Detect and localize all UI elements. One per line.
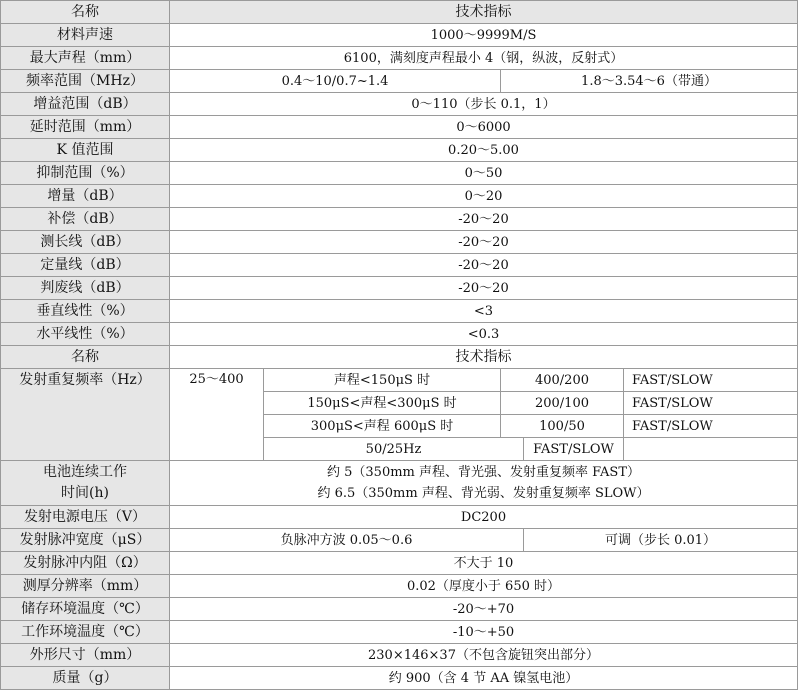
prf-frequency: 50/25Hz — [264, 438, 524, 461]
row-value: 230×146×37（不包含旋钮突出部分） — [170, 644, 798, 667]
row-value: 0.20～5.00 — [170, 139, 798, 162]
header-spec-cell: 技术指标 — [170, 346, 798, 369]
table-row — [1, 24, 798, 47]
table-row — [1, 70, 798, 93]
table-row — [1, 644, 798, 667]
prf-condition: 300μS<声程 600μS 时 — [264, 415, 501, 438]
row-label: 垂直线性（%） — [1, 300, 170, 323]
battery-value — [170, 461, 798, 506]
prf-mode: FAST/SLOW — [624, 392, 798, 415]
table-row — [1, 598, 798, 621]
table-row — [1, 116, 798, 139]
row-value: <0.3 — [170, 323, 798, 346]
prf-value: 400/200 — [501, 369, 624, 392]
row-value-b: 1.8～3.54～6（带通） — [501, 70, 798, 93]
row-label: 水平线性（%） — [1, 323, 170, 346]
row-value: -10～+50 — [170, 621, 798, 644]
table-row — [1, 208, 798, 231]
row-value: 0～6000 — [170, 116, 798, 139]
header-name-cell: 名称 — [1, 1, 170, 24]
table-header-row — [1, 1, 798, 24]
table-row — [1, 93, 798, 116]
row-label: 判废线（dB） — [1, 277, 170, 300]
row-label: 抑制范围（%） — [1, 162, 170, 185]
row-label: 延时范围（mm） — [1, 116, 170, 139]
row-value: 0～110（步长 0.1，1） — [170, 93, 798, 116]
row-value: -20～20 — [170, 254, 798, 277]
table-row — [1, 231, 798, 254]
prf-row — [1, 369, 798, 392]
row-label: 工作环境温度（℃） — [1, 621, 170, 644]
row-label: 质量（g） — [1, 667, 170, 690]
row-value: 0～50 — [170, 162, 798, 185]
row-label: 最大声程（mm） — [1, 47, 170, 70]
prf-mode: FAST/SLOW — [524, 438, 624, 461]
row-label: 测长线（dB） — [1, 231, 170, 254]
table-row — [1, 162, 798, 185]
row-value: 0.02（厚度小于 650 时） — [170, 575, 798, 598]
table-row — [1, 185, 798, 208]
table-row — [1, 552, 798, 575]
row-value: <3 — [170, 300, 798, 323]
table-row — [1, 254, 798, 277]
row-value-b: 可调（步长 0.01） — [524, 529, 798, 552]
row-label: 储存环境温度（℃） — [1, 598, 170, 621]
battery-value-line-2: 约 6.5（350mm 声程、背光弱、发射重复频率 SLOW） — [317, 486, 650, 501]
table-row — [1, 667, 798, 690]
battery-label-line-1: 电池连续工作 — [43, 464, 127, 480]
row-label: 定量线（dB） — [1, 254, 170, 277]
row-label: 发射脉冲内阻（Ω） — [1, 552, 170, 575]
table-row — [1, 575, 798, 598]
table-row — [1, 277, 798, 300]
prf-value: 100/50 — [501, 415, 624, 438]
battery-row — [1, 461, 798, 506]
row-label: 增益范围（dB） — [1, 93, 170, 116]
battery-label-line-2: 时间(h) — [61, 485, 109, 501]
header-spec-cell: 技术指标 — [170, 1, 798, 24]
prf-condition: 声程<150μS 时 — [264, 369, 501, 392]
prf-mode: FAST/SLOW — [624, 415, 798, 438]
table-row — [1, 47, 798, 70]
prf-mode: FAST/SLOW — [624, 369, 798, 392]
row-value-a: 负脉冲方波 0.05～0.6 — [170, 529, 524, 552]
table-header-row — [1, 346, 798, 369]
prf-empty-cell — [624, 438, 798, 461]
row-label: K 值范围 — [1, 139, 170, 162]
row-label: 发射电源电压（V） — [1, 506, 170, 529]
prf-label: 发射重复频率（Hz） — [1, 369, 170, 461]
row-label: 补偿（dB） — [1, 208, 170, 231]
row-value: -20～20 — [170, 231, 798, 254]
prf-value: 200/100 — [501, 392, 624, 415]
table-row — [1, 323, 798, 346]
row-value: -20～20 — [170, 208, 798, 231]
row-label: 材料声速 — [1, 24, 170, 47]
table-row — [1, 529, 798, 552]
prf-range: 25～400 — [170, 369, 264, 461]
row-label: 频率范围（MHz） — [1, 70, 170, 93]
row-value: 0～20 — [170, 185, 798, 208]
row-label: 增量（dB） — [1, 185, 170, 208]
row-label: 发射脉冲宽度（μS） — [1, 529, 170, 552]
row-value: -20～+70 — [170, 598, 798, 621]
header-name-cell: 名称 — [1, 346, 170, 369]
row-value-a: 0.4～10/0.7~1.4 — [170, 70, 501, 93]
row-value: 6100，满刻度声程最小 4（钢，纵波，反射式） — [170, 47, 798, 70]
table-row — [1, 506, 798, 529]
row-value: 1000～9999M/S — [170, 24, 798, 47]
table-row — [1, 139, 798, 162]
prf-condition: 150μS<声程<300μS 时 — [264, 392, 501, 415]
battery-label — [1, 461, 170, 506]
row-label: 测厚分辨率（mm） — [1, 575, 170, 598]
table-row — [1, 300, 798, 323]
battery-value-line-1: 约 5（350mm 声程、背光强、发射重复频率 FAST） — [327, 465, 640, 480]
row-label: 外形尺寸（mm） — [1, 644, 170, 667]
table-row — [1, 621, 798, 644]
row-value: 约 900（含 4 节 AA 镍氢电池） — [170, 667, 798, 690]
row-value: 不大于 10 — [170, 552, 798, 575]
row-value: DC200 — [170, 506, 798, 529]
row-value: -20～20 — [170, 277, 798, 300]
